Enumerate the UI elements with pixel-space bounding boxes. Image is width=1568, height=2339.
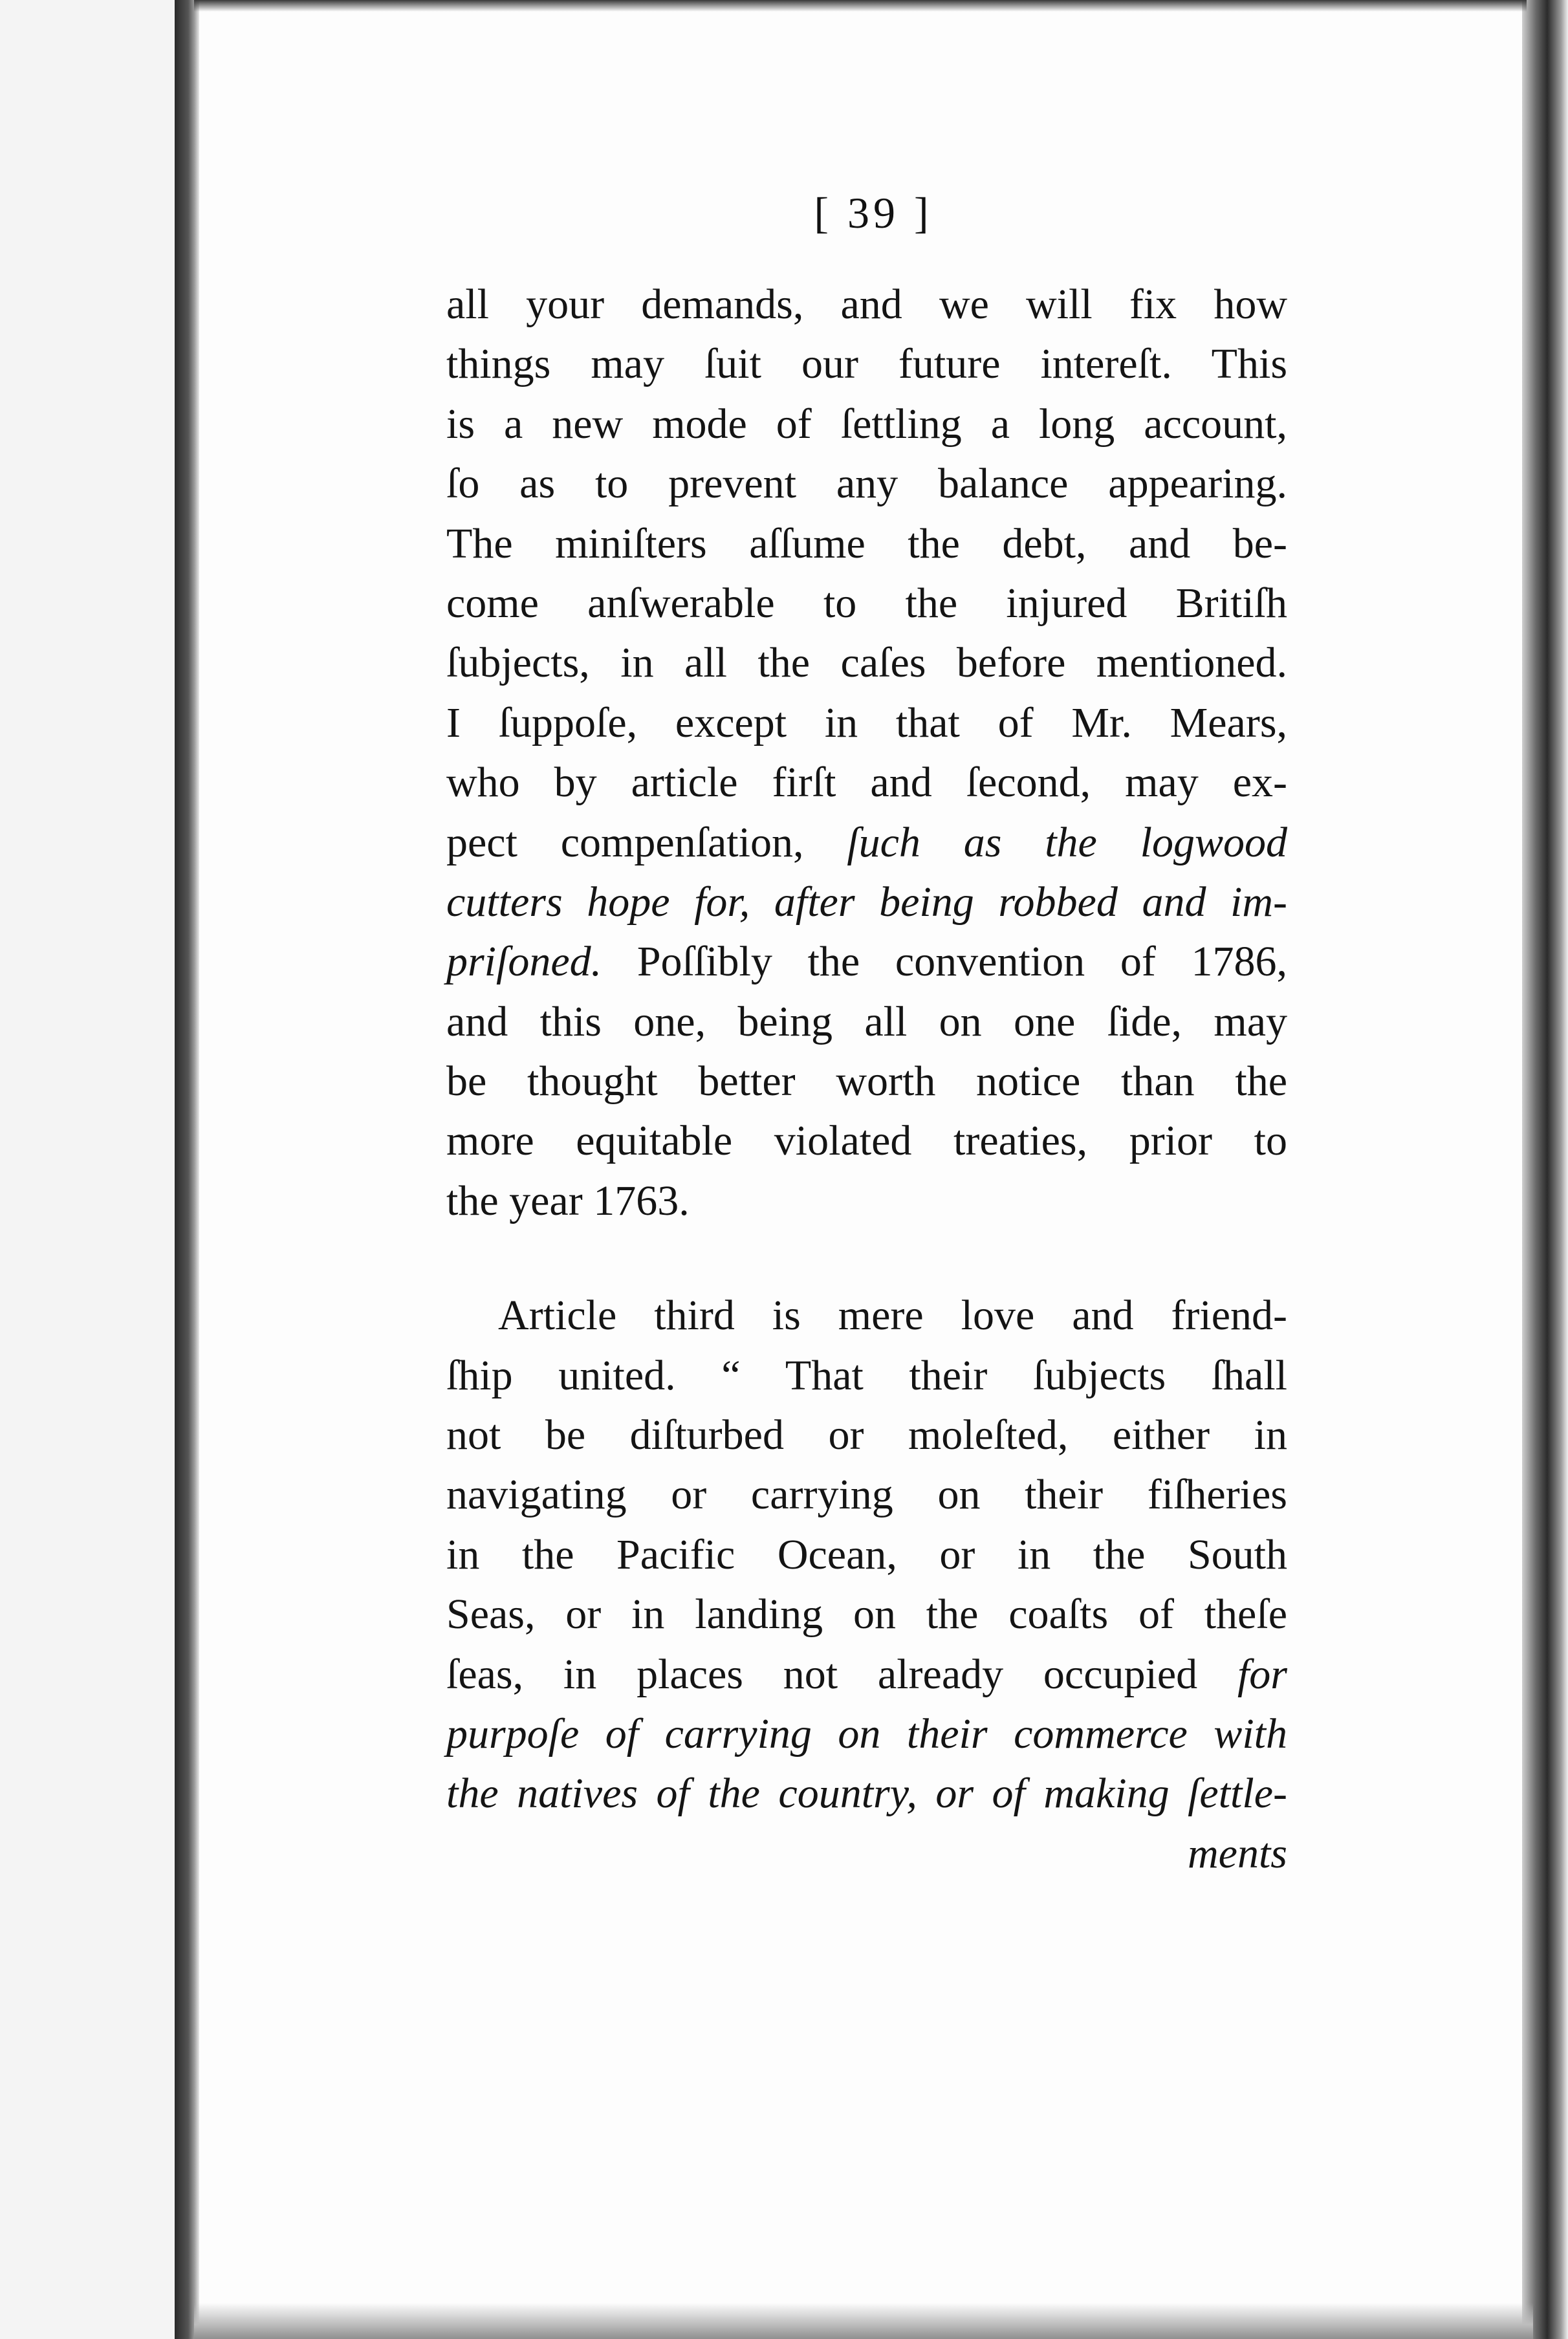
roman-text: ſo as to prevent any balance appearing. (446, 460, 1287, 508)
text-line (446, 454, 1287, 514)
roman-text: pect compenſation, (446, 818, 847, 866)
roman-text: come anſwerable to the injured Britiſh (446, 579, 1287, 627)
roman-text: navigating or carrying on their fiſheries (446, 1471, 1287, 1519)
text-line (446, 1171, 1287, 1231)
roman-text: is a new mode of ſettling a long account, (446, 400, 1287, 448)
top-edge-shadow (194, 0, 1527, 12)
paragraph-2 (446, 1286, 1287, 1824)
text-line (446, 1286, 1287, 1345)
binding-gutter (175, 0, 199, 2339)
paragraph-1 (446, 275, 1287, 1231)
text-line (446, 1585, 1287, 1644)
roman-text: Poſſibly the convention of 1786, (602, 938, 1287, 986)
facing-page-edge (0, 0, 175, 2339)
roman-text: in the Pacific Ocean, or in the South (446, 1530, 1287, 1578)
text-line (446, 1111, 1287, 1171)
roman-text: not be diſturbed or moleſted, either in (446, 1411, 1287, 1459)
italic-text: cutters hope for, after being robbed and im- (446, 878, 1287, 926)
text-line (446, 574, 1287, 633)
body-text (446, 275, 1287, 1884)
text-line (446, 873, 1287, 932)
text-line (446, 1406, 1287, 1465)
italic-text: priſoned. (446, 938, 602, 986)
text-line (446, 693, 1287, 753)
roman-text: all your demands, and we will fix how (446, 281, 1287, 328)
roman-text: ſhip united. “ That their ſubjects ſhall (446, 1351, 1287, 1399)
roman-text: and this one, being all on one ſide, may (446, 997, 1287, 1045)
roman-text: the year 1763. (446, 1177, 690, 1224)
text-line (446, 813, 1287, 873)
text-line (446, 932, 1287, 992)
roman-text: Article third is mere love and friend- (498, 1292, 1287, 1340)
text-line (446, 1645, 1287, 1704)
text-line (446, 1704, 1287, 1764)
text-line (446, 1346, 1287, 1406)
roman-text: The miniſters aſſume the debt, and be- (446, 519, 1287, 567)
roman-text: things may ſuit our future intereſt. This (446, 340, 1287, 388)
italic-text: for (1237, 1650, 1287, 1698)
page-number: [ 39 ] (814, 188, 933, 237)
text-line (446, 514, 1287, 574)
text-line (446, 334, 1287, 394)
text-line (446, 275, 1287, 334)
paragraph-gap (446, 1231, 1287, 1286)
italic-text: the natives of the country, or of making ſettle- (446, 1770, 1287, 1818)
roman-text: I ſuppoſe, except in that of Mr. Mears, (446, 699, 1287, 746)
roman-text: more equitable violated treaties, prior to (446, 1117, 1287, 1165)
roman-text: who by article firſt and ſecond, may ex- (446, 759, 1287, 807)
roman-text: ſeas, in places not already occupied (446, 1650, 1237, 1698)
text-line (446, 395, 1287, 454)
bottom-edge-shadow (194, 2303, 1533, 2339)
page-edge-shadow (1522, 0, 1568, 2339)
italic-text: ſuch as the logwood (847, 818, 1288, 866)
roman-text: Seas, or in landing on the coaſts of theſe (446, 1591, 1287, 1638)
text-line (446, 753, 1287, 812)
roman-text: ſubjects, in all the caſes before mentioned. (446, 639, 1287, 687)
italic-text: purpoſe of carrying on their commerce with (446, 1710, 1287, 1757)
text-line (446, 633, 1287, 693)
text-line (446, 1764, 1287, 1823)
text-line (446, 1052, 1287, 1111)
text-line (446, 992, 1287, 1052)
text-line (446, 1525, 1287, 1585)
text-line (446, 1465, 1287, 1525)
roman-text: be thought better worth notice than the (446, 1058, 1287, 1105)
catchword: ments (1188, 1829, 1287, 1877)
